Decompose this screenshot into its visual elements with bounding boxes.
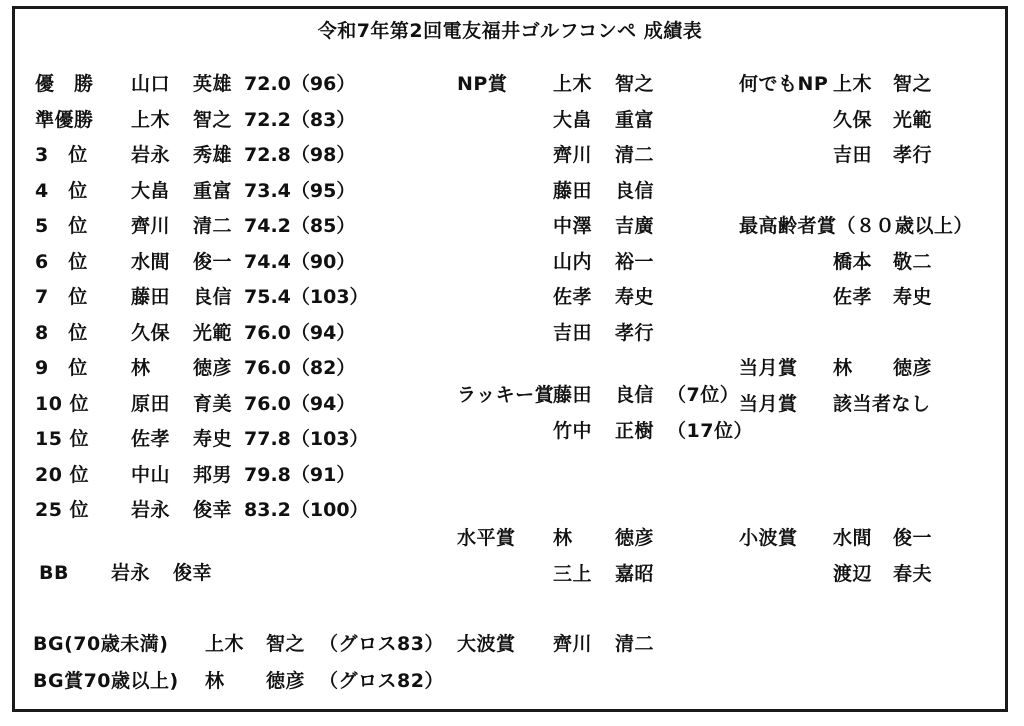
tougetsu-award-label: 当月賞: [739, 357, 798, 379]
np-winner-family-name: 山内: [553, 250, 593, 273]
player-family-name: 岩永: [131, 499, 171, 521]
np-award-label: NP賞: [457, 73, 508, 95]
nandemo-winner-family-name: 吉田: [833, 144, 873, 166]
np-winner-family-name: 上木: [553, 73, 593, 95]
player-given-name: 秀雄: [193, 144, 233, 166]
tougetsu-winner-given-name: 徳彦: [893, 357, 933, 379]
konami-winner-family-name: 水間: [833, 527, 873, 549]
tougetsu-no-winner: 該当者なし: [833, 392, 931, 415]
rank-label: 25 位: [35, 499, 90, 521]
bg-under70-label: BG(70歳未満): [33, 633, 169, 655]
player-score: 72.8（98）: [244, 144, 356, 166]
np-winner-given-name: 吉廣: [615, 215, 655, 237]
player-given-name: 智之: [193, 108, 233, 131]
suihei-winner-given-name: 嘉昭: [615, 562, 655, 585]
player-family-name: 藤田: [131, 286, 171, 308]
page-title: 令和7年第2回電友福井ゴルフコンペ 成績表: [317, 20, 703, 42]
player-score: 72.2（83）: [244, 108, 356, 131]
player-given-name: 育美: [193, 392, 233, 415]
konami-winner-given-name: 俊一: [893, 527, 933, 549]
player-score: 76.0（94）: [244, 321, 356, 344]
konami-winner-family-name: 渡辺: [833, 562, 873, 585]
player-score: 76.0（82）: [244, 357, 356, 379]
konami-award-label: 小波賞: [739, 527, 798, 549]
player-family-name: 原田: [131, 392, 171, 415]
lucky-winner-place: （17位）: [667, 419, 753, 442]
player-given-name: 重富: [193, 179, 233, 202]
nandemo-winner-family-name: 久保: [833, 108, 873, 131]
player-score: 79.8（91）: [244, 463, 356, 486]
player-family-name: 上木: [131, 108, 171, 131]
player-given-name: 英雄: [193, 73, 233, 95]
rank-label: 4 位: [35, 179, 88, 202]
rank-label: 9 位: [35, 357, 88, 379]
player-score: 77.8（103）: [244, 428, 369, 450]
lucky-winner-family-name: 藤田: [553, 384, 593, 406]
np-winner-family-name: 中澤: [553, 215, 593, 237]
np-winner-given-name: 裕一: [615, 250, 655, 273]
suihei-winner-family-name: 林: [553, 527, 573, 549]
player-family-name: 齊川: [131, 215, 171, 237]
rank-label: 15 位: [35, 428, 90, 450]
ohnami-winner-family-name: 齊川: [553, 633, 593, 655]
suihei-award-label: 水平賞: [457, 527, 516, 549]
player-score: 75.4（103）: [244, 286, 369, 308]
np-winner-family-name: 藤田: [553, 179, 593, 202]
konami-winner-given-name: 春夫: [893, 562, 933, 585]
player-given-name: 俊幸: [193, 499, 233, 521]
suihei-winner-family-name: 三上: [553, 562, 593, 585]
eldest-winner-given-name: 寿史: [893, 286, 933, 308]
lucky-award-label: ラッキー賞: [457, 384, 555, 406]
player-family-name: 山口: [131, 73, 171, 95]
player-score: 83.2（100）: [244, 499, 369, 521]
player-family-name: 岩永: [131, 144, 171, 166]
suihei-winner-given-name: 徳彦: [615, 527, 655, 549]
lucky-winner-given-name: 正樹: [615, 419, 655, 442]
rank-label: 7 位: [35, 286, 88, 308]
rank-label: 10 位: [35, 392, 90, 415]
np-winner-given-name: 寿史: [615, 286, 655, 308]
nandemo-winner-family-name: 上木: [833, 73, 873, 95]
bg-over70-gross: （グロス82）: [319, 670, 444, 692]
player-family-name: 水間: [131, 250, 171, 273]
rank-label: 優 勝: [35, 73, 94, 95]
player-family-name: 久保: [131, 321, 171, 344]
rank-label: 準優勝: [35, 108, 94, 131]
bb-given-name: 俊幸: [173, 562, 213, 584]
bg-over70-label: BG賞70歳以上): [33, 670, 179, 692]
np-winner-given-name: 良信: [615, 179, 655, 202]
np-winner-family-name: 大畠: [553, 108, 593, 131]
np-winner-given-name: 孝行: [615, 321, 655, 344]
results-sheet: [12, 6, 1008, 712]
nandemo-np-label: 何でもNP: [739, 73, 829, 95]
bg-under70-family-name: 上木: [205, 633, 245, 655]
player-given-name: 光範: [193, 321, 233, 344]
eldest-award-label: 最高齢者賞（８０歳以上）: [739, 215, 974, 237]
player-family-name: 大畠: [131, 179, 171, 202]
np-winner-given-name: 清二: [615, 144, 655, 166]
player-score: 73.4（95）: [244, 179, 356, 202]
tougetsu-winner-family-name: 林: [833, 357, 853, 379]
eldest-winner-family-name: 佐孝: [833, 286, 873, 308]
player-score: 72.0（96）: [244, 73, 356, 95]
np-winner-family-name: 佐孝: [553, 286, 593, 308]
np-winner-family-name: 吉田: [553, 321, 593, 344]
np-winner-given-name: 智之: [615, 73, 655, 95]
player-score: 74.2（85）: [244, 215, 356, 237]
rank-label: 5 位: [35, 215, 88, 237]
bb-family-name: 岩永: [111, 562, 151, 584]
eldest-winner-family-name: 橋本: [833, 250, 873, 273]
lucky-winner-family-name: 竹中: [553, 419, 593, 442]
bb-label: BB: [39, 562, 69, 584]
player-given-name: 徳彦: [193, 357, 233, 379]
rank-label: 8 位: [35, 321, 88, 344]
player-family-name: 林: [131, 357, 151, 379]
player-given-name: 寿史: [193, 428, 233, 450]
np-winner-family-name: 齊川: [553, 144, 593, 166]
tougetsu-award-label-2: 当月賞: [739, 392, 798, 415]
bg-under70-given-name: 智之: [266, 633, 306, 655]
player-given-name: 清二: [193, 215, 233, 237]
player-score: 74.4（90）: [244, 250, 356, 273]
bg-over70-given-name: 徳彦: [266, 670, 306, 692]
nandemo-winner-given-name: 孝行: [893, 144, 933, 166]
rank-label: 3 位: [35, 144, 88, 166]
eldest-winner-given-name: 敬二: [893, 250, 933, 273]
player-given-name: 良信: [193, 286, 233, 308]
rank-label: 20 位: [35, 463, 90, 486]
player-family-name: 佐孝: [131, 428, 171, 450]
bg-under70-gross: （グロス83）: [319, 633, 444, 655]
ohnami-award-label: 大波賞: [457, 633, 516, 655]
ohnami-winner-given-name: 清二: [615, 633, 655, 655]
bg-over70-family-name: 林: [205, 670, 225, 692]
player-family-name: 中山: [131, 463, 171, 486]
rank-label: 6 位: [35, 250, 88, 273]
player-given-name: 邦男: [193, 463, 233, 486]
lucky-winner-given-name: 良信: [615, 384, 655, 406]
np-winner-given-name: 重富: [615, 108, 655, 131]
player-given-name: 俊一: [193, 250, 233, 273]
player-score: 76.0（94）: [244, 392, 356, 415]
nandemo-winner-given-name: 智之: [893, 73, 933, 95]
nandemo-winner-given-name: 光範: [893, 108, 933, 131]
lucky-winner-place: （7位）: [667, 384, 740, 406]
